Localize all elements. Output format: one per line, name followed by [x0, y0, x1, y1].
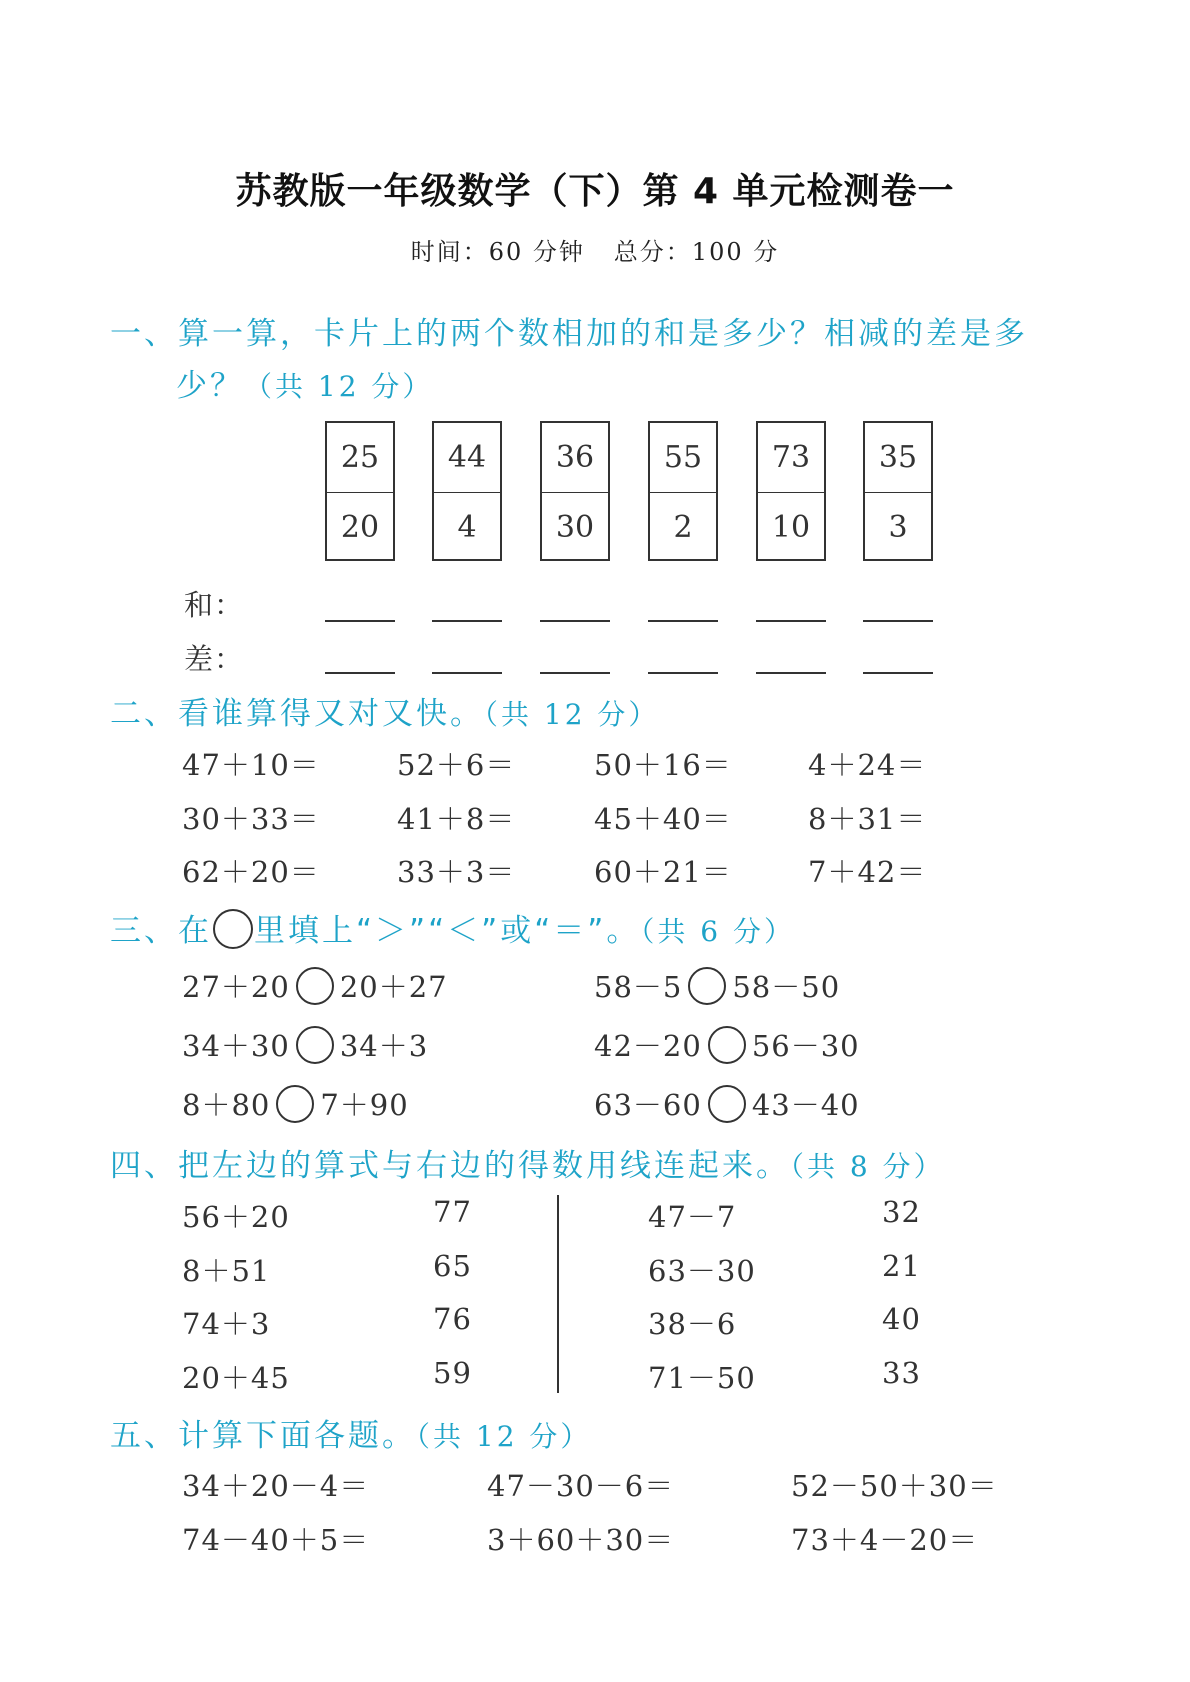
comparison-left: 63－60 — [594, 1088, 702, 1122]
card-top-number: 36 — [542, 423, 608, 493]
match-expression[interactable]: 56＋20 — [182, 1200, 290, 1234]
answer-circle[interactable] — [708, 1085, 746, 1123]
expression: 41＋8＝ — [397, 802, 516, 836]
number-card — [432, 421, 502, 561]
comparison-item — [182, 1083, 409, 1126]
match-answer[interactable]: 77 — [433, 1195, 472, 1229]
section3-heading — [110, 905, 795, 953]
answer-circle[interactable] — [688, 967, 726, 1005]
comparison-left: 8＋80 — [182, 1088, 271, 1122]
comparison-right: 58－50 — [732, 970, 841, 1004]
answer-circle[interactable] — [296, 967, 334, 1005]
sum-answer-blank[interactable] — [648, 620, 718, 622]
number-card — [863, 421, 933, 561]
card-bottom-number: 20 — [340, 510, 380, 545]
expression: 7＋42＝ — [808, 855, 927, 889]
match-answer[interactable]: 21 — [882, 1249, 921, 1283]
card-top-number: 44 — [434, 423, 500, 493]
difference-answer-blank[interactable] — [756, 672, 826, 674]
difference-label: 差： — [184, 642, 245, 676]
expression: 3＋60＋30＝ — [487, 1523, 675, 1557]
sum-answer-blank[interactable] — [540, 620, 610, 622]
comparison-item — [594, 965, 840, 1008]
answer-circle[interactable] — [276, 1085, 314, 1123]
match-expression[interactable]: 47－7 — [648, 1200, 737, 1234]
section3-heading-end: 里填上“＞”“＜”或“＝”。 — [254, 913, 641, 949]
card-bottom-number: 2 — [673, 510, 693, 545]
section5-heading — [110, 1410, 591, 1455]
comparison-left: 27＋20 — [182, 970, 290, 1004]
match-expression[interactable]: 74＋3 — [182, 1307, 271, 1341]
card-bottom-number: 30 — [555, 510, 595, 545]
section1-heading-cont — [176, 360, 433, 405]
sum-label: 和： — [184, 588, 245, 622]
section2-points: （共 12 分） — [484, 698, 660, 731]
expression: 47＋10＝ — [182, 748, 320, 782]
section4-heading — [110, 1140, 945, 1185]
match-expression[interactable]: 71－50 — [648, 1361, 756, 1395]
expression: 8＋31＝ — [808, 802, 927, 836]
section5-heading-text: 五、计算下面各题。 — [110, 1418, 416, 1454]
circle-icon — [213, 909, 253, 949]
difference-answer-blank[interactable] — [325, 672, 395, 674]
card-top-number: 25 — [327, 423, 393, 493]
match-answer[interactable]: 65 — [433, 1249, 472, 1283]
answer-circle[interactable] — [708, 1026, 746, 1064]
expression: 52－50＋30＝ — [791, 1469, 998, 1503]
match-expression[interactable]: 38－6 — [648, 1307, 737, 1341]
section1-points: （共 12 分） — [244, 370, 434, 403]
difference-answer-blank[interactable] — [648, 672, 718, 674]
expression: 52＋6＝ — [397, 748, 516, 782]
expression: 73＋4－20＝ — [791, 1523, 979, 1557]
match-answer[interactable]: 33 — [882, 1356, 921, 1390]
section3-points: （共 6 分） — [640, 915, 795, 948]
difference-answer-blank[interactable] — [432, 672, 502, 674]
section1-heading-line1: 一、算一算，卡片上的两个数相加的和是多少？相减的差是多 — [110, 316, 1028, 352]
section2-heading-text: 二、看谁算得又对又快。 — [110, 696, 484, 732]
section1-heading — [110, 308, 1028, 353]
expression: 4＋24＝ — [808, 748, 927, 782]
section3-heading-start: 三、在 — [110, 913, 212, 949]
comparison-right: 7＋90 — [320, 1088, 409, 1122]
comparison-item — [182, 1024, 428, 1067]
card-bottom-number: 10 — [771, 510, 811, 545]
column-divider — [557, 1195, 559, 1393]
card-top-number: 55 — [650, 423, 716, 493]
number-card — [540, 421, 610, 561]
section1-heading-line2: 少？ — [176, 368, 244, 404]
expression: 45＋40＝ — [594, 802, 732, 836]
match-expression[interactable]: 8＋51 — [182, 1254, 271, 1288]
card-bottom-number: 3 — [888, 510, 908, 545]
section5-points: （共 12 分） — [416, 1420, 592, 1453]
difference-answer-blank[interactable] — [540, 672, 610, 674]
expression: 62＋20＝ — [182, 855, 320, 889]
match-answer[interactable]: 32 — [882, 1195, 921, 1229]
card-top-number: 73 — [758, 423, 824, 493]
comparison-right: 43－40 — [751, 1088, 860, 1122]
page-title: 苏教版一年级数学（下）第 4 单元检测卷一 — [235, 171, 955, 212]
exam-info: 时间：60 分钟 总分：100 分 — [410, 238, 780, 266]
section4-points: （共 8 分） — [790, 1150, 945, 1183]
card-top-number: 35 — [865, 423, 931, 493]
number-card — [648, 421, 718, 561]
match-answer[interactable]: 76 — [433, 1302, 472, 1336]
comparison-left: 42－20 — [594, 1029, 702, 1063]
comparison-item — [182, 965, 448, 1008]
comparison-right: 34＋3 — [339, 1029, 429, 1063]
number-card — [325, 421, 395, 561]
section2-heading — [110, 688, 659, 733]
sum-answer-blank[interactable] — [432, 620, 502, 622]
expression: 60＋21＝ — [594, 855, 732, 889]
match-answer[interactable]: 40 — [882, 1302, 921, 1336]
match-expression[interactable]: 20＋45 — [182, 1361, 290, 1395]
comparison-right: 56－30 — [751, 1029, 860, 1063]
difference-answer-blank[interactable] — [863, 672, 933, 674]
expression: 34＋20－4＝ — [182, 1469, 370, 1503]
sum-answer-blank[interactable] — [325, 620, 395, 622]
comparison-right: 20＋27 — [339, 970, 448, 1004]
section4-heading-text: 四、把左边的算式与右边的得数用线连起来。 — [110, 1148, 790, 1184]
sum-answer-blank[interactable] — [756, 620, 826, 622]
expression: 33＋3＝ — [397, 855, 516, 889]
card-bottom-number: 4 — [457, 510, 477, 545]
comparison-left: 58－5 — [594, 970, 683, 1004]
expression: 30＋33＝ — [182, 802, 320, 836]
expression: 74－40＋5＝ — [182, 1523, 370, 1557]
comparison-item — [594, 1083, 860, 1126]
expression: 50＋16＝ — [594, 748, 732, 782]
number-card — [756, 421, 826, 561]
answer-circle[interactable] — [296, 1026, 334, 1064]
comparison-item — [594, 1024, 860, 1067]
expression: 47－30－6＝ — [487, 1469, 675, 1503]
comparison-left: 34＋30 — [182, 1029, 290, 1063]
match-expression[interactable]: 63－30 — [648, 1254, 756, 1288]
sum-answer-blank[interactable] — [863, 620, 933, 622]
match-answer[interactable]: 59 — [433, 1356, 472, 1390]
